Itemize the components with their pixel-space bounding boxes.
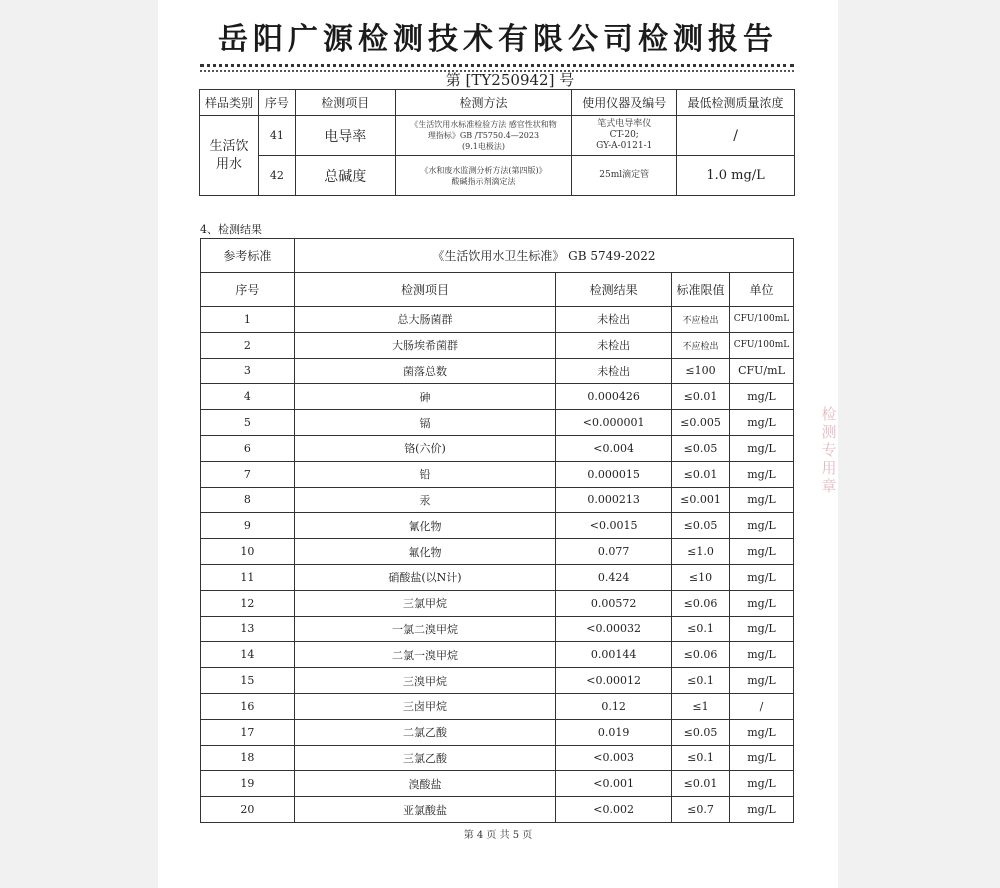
row-item: 砷 (294, 384, 555, 410)
row-unit: mg/L (729, 461, 793, 487)
header-item: 检测项目 (295, 90, 395, 116)
method-line: (9.1电极法) (461, 142, 505, 151)
row-limit: ≤1 (672, 693, 730, 719)
row-no: 42 (258, 156, 295, 196)
row-item: 亚氯酸盐 (294, 797, 555, 823)
method-table (199, 89, 795, 196)
row-limit: ≤0.06 (672, 590, 730, 616)
row-result: <0.0015 (556, 513, 672, 539)
row-unit: mg/L (729, 616, 793, 642)
row-item: 溴酸盐 (294, 771, 555, 797)
row-instrument: 25ml滴定管 (572, 156, 677, 196)
row-item: 电导率 (295, 116, 395, 156)
row-limit: ≤100 (672, 358, 730, 384)
header-unit: 单位 (729, 273, 793, 307)
header-no: 序号 (258, 90, 295, 116)
row-item: 硝酸盐(以N计) (294, 564, 555, 590)
row-unit: mg/L (729, 642, 793, 668)
row-item: 二氯一溴甲烷 (294, 642, 555, 668)
table-row (201, 745, 794, 771)
row-no: 13 (201, 616, 295, 642)
row-unit: CFU/100mL (729, 332, 793, 358)
table-row (201, 513, 794, 539)
sample-category-cell: 生活饮用水 (200, 116, 259, 196)
instrument-line: GY-A-0121-1 (596, 141, 653, 151)
table-row (201, 693, 794, 719)
row-no: 1 (201, 307, 295, 333)
row-result: 0.00572 (556, 590, 672, 616)
method-line: 《水和废水监测分析方法(第四版)》 (420, 165, 547, 175)
row-unit: mg/L (729, 487, 793, 513)
row-result: 未检出 (556, 358, 672, 384)
row-limit: ≤0.05 (672, 435, 730, 461)
row-result: 0.019 (556, 719, 672, 745)
header-method: 检测方法 (395, 90, 572, 116)
row-unit: mg/L (729, 771, 793, 797)
row-limit: ≤0.005 (672, 410, 730, 436)
row-limit: ≤0.05 (672, 513, 730, 539)
row-no: 20 (201, 797, 295, 823)
row-no: 6 (201, 435, 295, 461)
header-limit: 标准限值 (672, 273, 730, 307)
row-no: 11 (201, 564, 295, 590)
row-result: <0.003 (556, 745, 672, 771)
row-result: <0.00012 (556, 668, 672, 694)
row-item: 大肠埃希菌群 (294, 332, 555, 358)
header-min-conc: 最低检测质量浓度 (677, 90, 795, 116)
header-result: 检测结果 (556, 273, 672, 307)
row-no: 17 (201, 719, 295, 745)
row-min-conc: 1.0 mg/L (677, 156, 795, 196)
row-no: 2 (201, 332, 295, 358)
row-item: 三氯乙酸 (294, 745, 555, 771)
report-number: 第 [TY250942] 号 (445, 71, 575, 89)
row-unit: CFU/100mL (729, 307, 793, 333)
row-result: <0.004 (556, 435, 672, 461)
header-instrument: 使用仪器及编号 (572, 90, 677, 116)
row-no: 14 (201, 642, 295, 668)
row-unit: mg/L (729, 410, 793, 436)
row-unit: mg/L (729, 564, 793, 590)
table-row (201, 616, 794, 642)
row-no: 10 (201, 539, 295, 565)
row-limit: ≤10 (672, 564, 730, 590)
row-item: 一氯二溴甲烷 (294, 616, 555, 642)
row-limit: ≤0.01 (672, 771, 730, 797)
row-limit: ≤1.0 (672, 539, 730, 565)
row-no: 19 (201, 771, 295, 797)
row-item: 三氯甲烷 (294, 590, 555, 616)
row-limit: ≤0.01 (672, 461, 730, 487)
row-instrument (572, 116, 677, 156)
row-item: 总大肠菌群 (294, 307, 555, 333)
row-no: 41 (258, 116, 295, 156)
method-row (200, 116, 795, 156)
row-result: 0.000015 (556, 461, 672, 487)
row-no: 8 (201, 487, 295, 513)
row-limit: 不应检出 (672, 332, 730, 358)
row-no: 5 (201, 410, 295, 436)
row-no: 9 (201, 513, 295, 539)
reference-standard-row (201, 239, 794, 273)
row-method (395, 156, 572, 196)
row-result: <0.002 (556, 797, 672, 823)
row-no: 16 (201, 693, 295, 719)
table-row (201, 410, 794, 436)
report-title: 岳阳广源检测技术有限公司检测报告 (218, 22, 778, 57)
standard-label: 参考标准 (201, 239, 295, 273)
row-limit: ≤0.06 (672, 642, 730, 668)
row-item: 铬(六价) (294, 435, 555, 461)
row-no: 12 (201, 590, 295, 616)
row-no: 7 (201, 461, 295, 487)
row-result: 0.00144 (556, 642, 672, 668)
table-row (201, 307, 794, 333)
row-result: 未检出 (556, 307, 672, 333)
row-item: 三卤甲烷 (294, 693, 555, 719)
row-no: 18 (201, 745, 295, 771)
page-footer: 第 4 页 共 5 页 (463, 830, 533, 841)
table-row (201, 642, 794, 668)
row-unit: mg/L (729, 719, 793, 745)
title-divider (200, 64, 794, 67)
row-unit: mg/L (729, 513, 793, 539)
row-item: 镉 (294, 410, 555, 436)
standard-value: 《生活饮用水卫生标准》 GB 5749-2022 (294, 239, 793, 273)
table-row (201, 384, 794, 410)
row-result: 未检出 (556, 332, 672, 358)
row-min-conc: / (677, 116, 795, 156)
table-row (201, 564, 794, 590)
section-title: 4、检测结果 (200, 223, 262, 236)
results-table-header (201, 273, 794, 307)
partial-seal-stamp: 检 测 专 用 章 (821, 405, 837, 495)
row-item: 总碱度 (295, 156, 395, 196)
table-row (201, 797, 794, 823)
row-limit: ≤0.001 (672, 487, 730, 513)
table-row (201, 487, 794, 513)
table-row (201, 435, 794, 461)
header-sample-category: 样品类别 (200, 90, 259, 116)
row-result: <0.00032 (556, 616, 672, 642)
row-unit: mg/L (729, 435, 793, 461)
row-unit: mg/L (729, 384, 793, 410)
row-result: <0.000001 (556, 410, 672, 436)
table-row (201, 358, 794, 384)
method-line: 《生活饮用水标准检验方法 感官性状和物 (410, 120, 557, 129)
row-unit: / (729, 693, 793, 719)
row-item: 氟化物 (294, 539, 555, 565)
row-result: 0.000213 (556, 487, 672, 513)
row-no: 4 (201, 384, 295, 410)
row-result: <0.001 (556, 771, 672, 797)
row-result: 0.12 (556, 693, 672, 719)
header-no: 序号 (201, 273, 295, 307)
row-result: 0.000426 (556, 384, 672, 410)
row-limit: ≤0.1 (672, 745, 730, 771)
row-unit: mg/L (729, 590, 793, 616)
row-unit: CFU/mL (729, 358, 793, 384)
results-table (200, 238, 794, 823)
row-result: 0.077 (556, 539, 672, 565)
row-no: 15 (201, 668, 295, 694)
row-unit: mg/L (729, 539, 793, 565)
row-limit: ≤0.7 (672, 797, 730, 823)
row-limit: 不应检出 (672, 307, 730, 333)
row-unit: mg/L (729, 797, 793, 823)
table-row (201, 719, 794, 745)
row-item: 汞 (294, 487, 555, 513)
method-table-header (200, 90, 795, 116)
table-row (201, 590, 794, 616)
row-item: 二氯乙酸 (294, 719, 555, 745)
instrument-line: CT-20; (609, 130, 639, 140)
row-unit: mg/L (729, 668, 793, 694)
row-item: 铅 (294, 461, 555, 487)
row-result: 0.424 (556, 564, 672, 590)
row-unit: mg/L (729, 745, 793, 771)
header-item: 检测项目 (294, 273, 555, 307)
table-row (201, 539, 794, 565)
row-item: 菌落总数 (294, 358, 555, 384)
row-item: 三溴甲烷 (294, 668, 555, 694)
table-row (201, 332, 794, 358)
method-line: 酸碱指示剂滴定法 (451, 176, 516, 186)
method-row (200, 156, 795, 196)
instrument-line: 笔式电导率仪 (597, 119, 652, 129)
row-limit: ≤0.05 (672, 719, 730, 745)
method-line: 理指标》GB /T5750.4—2023 (427, 131, 540, 140)
table-row (201, 771, 794, 797)
row-item: 氰化物 (294, 513, 555, 539)
results-body (201, 307, 794, 823)
table-row (201, 668, 794, 694)
row-no: 3 (201, 358, 295, 384)
row-method (395, 116, 572, 156)
table-row (201, 461, 794, 487)
row-limit: ≤0.1 (672, 668, 730, 694)
row-limit: ≤0.01 (672, 384, 730, 410)
row-limit: ≤0.1 (672, 616, 730, 642)
